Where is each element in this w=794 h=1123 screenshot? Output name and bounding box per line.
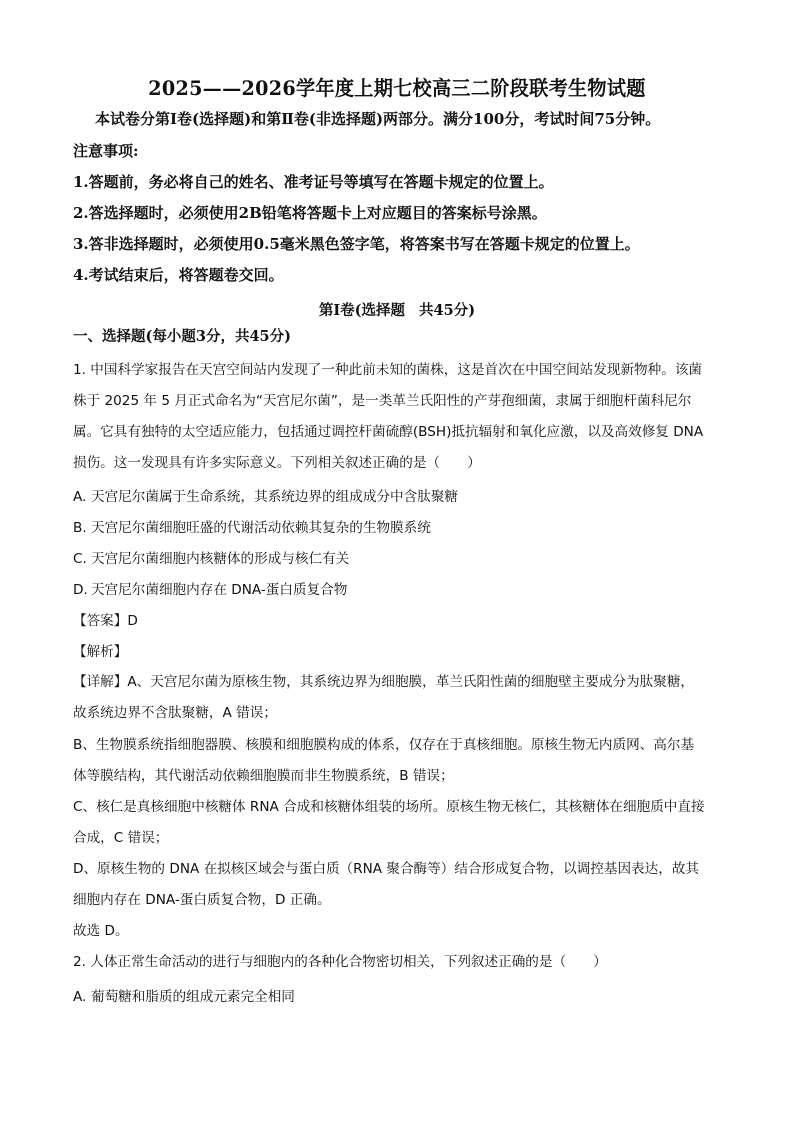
option-label: B. [73, 520, 87, 536]
part1-title-b: 共45分) [419, 302, 476, 319]
option-text: 天宫尼尔菌属于生命系统，其系统边界的组成成分中含肽聚糖 [91, 489, 459, 505]
q1-detail-line-2: 故系统边界不含肽聚糖，A 错误； [73, 705, 277, 721]
q1-stem-line-2: 株于 2025 年 5 月正式命名为“天宫尼尔菌”，是一类革兰氏阳性的产芽孢细菌，隶属于细胞杆菌科尼尔 [73, 393, 692, 409]
q1-analysis-label: 【解析】 [73, 644, 128, 660]
option-label: A. [73, 489, 87, 505]
option-label: C. [73, 551, 87, 567]
q1-option-b [73, 516, 431, 536]
option-label: A. [73, 989, 87, 1005]
option-label: D. [73, 582, 88, 598]
q1-detail-line-9: 故选 D。 [73, 923, 129, 939]
notice-item-2: 2.答选择题时，必须使用2B铅笔将答题卡上对应题目的答案标号涂黑。 [73, 204, 547, 222]
option-text: 天宫尼尔菌细胞旺盛的代谢活动依赖其复杂的生物膜系统 [91, 520, 431, 536]
q1-stem-line-4: 损伤。这一发现具有许多实际意义。下列相关叙述正确的是（ ） [73, 455, 481, 471]
page-title: 2025——2026学年度上期七校高三二阶段联考生物试题 [148, 76, 646, 100]
q1-detail-line-7: D、原核生物的 DNA 在拟核区域会与蛋白质（RNA 聚合酶等）结合形成复合物，以调控基因表达，故其 [73, 861, 700, 877]
option-text: 天宫尼尔菌细胞内存在 DNA-蛋白质复合物 [91, 582, 348, 598]
q1-stem-line-1: 1. 中国科学家报告在天宫空间站内发现了一种此前未知的菌株，这是首次在中国空间站发现新物种。该菌 [73, 362, 703, 378]
q1-detail-line-8: 细胞内存在 DNA-蛋白质复合物，D 正确。 [73, 892, 331, 908]
exam-intro: 本试卷分第Ⅰ卷(选择题)和第Ⅱ卷(非选择题)两部分。满分100分，考试时间75分钟。 [95, 110, 661, 128]
part1-title-a: 第Ⅰ卷(选择题 [318, 302, 406, 319]
q2-option-a [73, 985, 295, 1005]
q1-detail-line-6: 合成，C 错误； [73, 830, 169, 846]
option-text: 葡萄糖和脂质的组成元素完全相同 [91, 989, 295, 1005]
notice-heading: 注意事项: [73, 142, 139, 160]
q1-option-d [73, 578, 347, 598]
q1-detail-line-3: B、生物膜系统指细胞器膜、核膜和细胞膜构成的体系，仅存在于真核细胞。原核生物无内质网、高尔基 [73, 737, 695, 753]
q1-detail-line-1: 【详解】A、天宫尼尔菌为原核生物，其系统边界为细胞膜，革兰氏阳性菌的细胞壁主要成分为肽聚糖， [73, 674, 695, 690]
q2-stem: 2. 人体正常生命活动的进行与细胞内的各种化合物密切相关，下列叙述正确的是（ ） [73, 954, 607, 970]
q1-answer: 【答案】D [73, 613, 138, 629]
option-text: 天宫尼尔菌细胞内核糖体的形成与核仁有关 [91, 551, 350, 567]
part1-title [0, 299, 794, 320]
q1-detail-line-5: C、核仁是真核细胞中核糖体 RNA 合成和核糖体组装的场所。原核生物无核仁，其核糖体在细胞质中直接 [73, 799, 705, 815]
notice-item-1: 1.答题前，务必将自己的姓名、准考证号等填写在答题卡规定的位置上。 [73, 173, 554, 191]
q1-option-c [73, 547, 349, 567]
notice-item-4: 4.考试结束后，将答题卷交回。 [73, 266, 284, 284]
section-heading: 一、选择题(每小题3分，共45分) [73, 328, 291, 345]
notice-item-3: 3.答非选择题时，必须使用0.5毫米黑色签字笔，将答案书写在答题卡规定的位置上。 [73, 235, 640, 253]
q1-detail-line-4: 体等膜结构，其代谢活动依赖细胞膜而非生物膜系统，B 错误； [73, 768, 454, 784]
q1-stem-line-3: 属。它具有独特的太空适应能力，包括通过调控杆菌硫醇(BSH)抵抗辐射和氧化应激，以及高效修复 DNA [73, 424, 704, 440]
q1-option-a [73, 485, 458, 505]
